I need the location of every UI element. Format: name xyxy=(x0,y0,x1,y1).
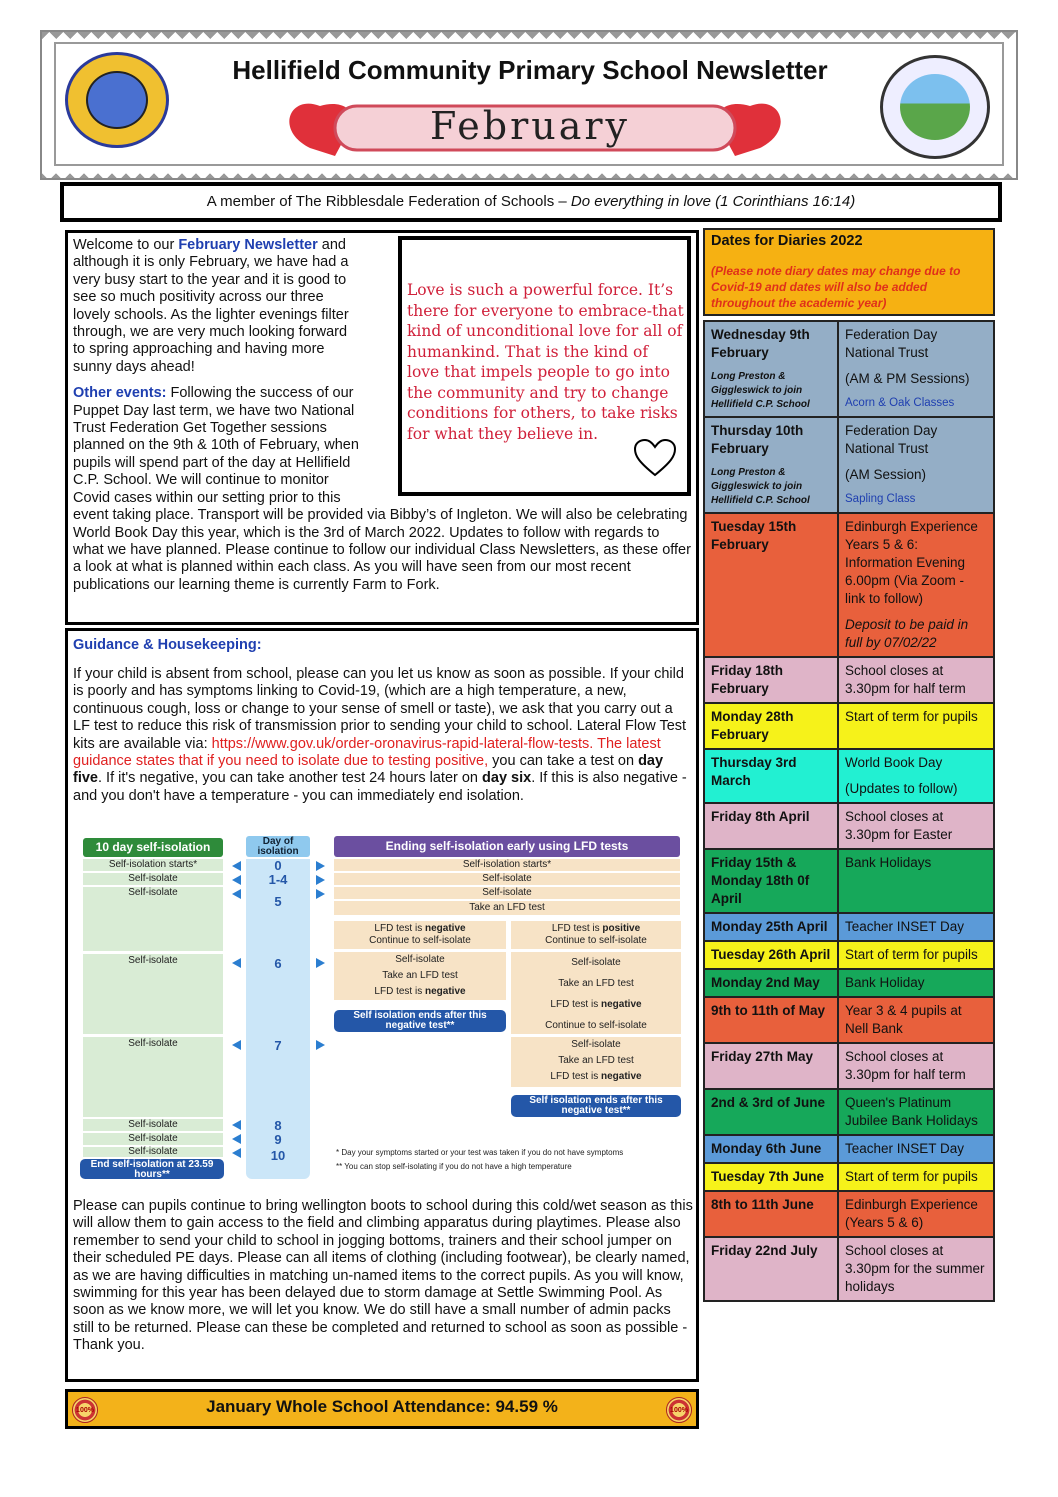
left-row: Self-isolate xyxy=(83,1037,223,1117)
guidance-heading: Guidance & Housekeeping: xyxy=(73,637,262,653)
dates-row xyxy=(704,803,994,849)
diagram-note: * Day your symptoms started or your test was taken if you do not have symptoms xyxy=(336,1148,624,1157)
event-cell: School closes at 3.30pm for Easter xyxy=(838,803,994,849)
event-cell: Start of term for pupils xyxy=(838,941,994,969)
dates-row xyxy=(704,1191,994,1237)
guidance-paragraph-covid: If your child is absent from school, please can you let us know as soon as possible. If your child is poorly and has symptoms linking to Covid-19, (which are a high temperature, a new, continuous cough, loss or change to your sense of smell or taste), we ask that you carry out a LF test to reduce this risk of transmission prior to sending your child to school. Lateral Flow Test kits are available via: https://www.gov.uk/order-oronavirus-rapid-lateral-flow-tests. The latest guidance states that if you need to isolate due to testing positive, you can take a test on day five. If it's negative, you can take another test 24 hours later on day six. If this is also negative - and you don't have a temperature - you can immediately end isolation. xyxy=(73,666,687,804)
date-cell: 2nd & 3rd of June xyxy=(704,1089,838,1135)
event-cell: World Book Day (Updates to follow) xyxy=(838,749,994,803)
lfd-row: Self-isolate xyxy=(334,873,680,885)
dates-table xyxy=(703,320,995,1302)
dates-row xyxy=(704,1237,994,1301)
event-cell: School closes at 3.30pm for half term xyxy=(838,657,994,703)
arrow-left-icon xyxy=(232,1040,241,1050)
dates-row xyxy=(704,913,994,941)
school-logo xyxy=(65,52,169,148)
event-cell: School closes at 3.30pm for the summer holidays xyxy=(838,1237,994,1301)
zigzag-border-bottom xyxy=(42,166,1016,178)
date-cell: Monday 6th June xyxy=(704,1135,838,1163)
event-cell: Start of term for pupils xyxy=(838,703,994,749)
dates-row xyxy=(704,997,994,1043)
day-number: 8 xyxy=(274,1118,282,1133)
event-cell: Queen's Platinum Jubilee Bank Holidays xyxy=(838,1089,994,1135)
event-cell: Federation Day National Trust (AM Session) Sapling Class xyxy=(838,417,994,513)
arrow-right-icon xyxy=(316,861,325,871)
diagram-note: ** You can stop self-isolating if you do not have a high temperature xyxy=(336,1162,572,1171)
dates-row xyxy=(704,417,994,513)
event-cell: Federation Day National Trust (AM & PM Sessions) Acorn & Oak Classes xyxy=(838,321,994,417)
positive-branch: Self-isolate Take an LFD test LFD test is negative Continue to self-isolate xyxy=(511,952,681,1034)
dates-row xyxy=(704,513,994,657)
day-number: 7 xyxy=(274,1038,282,1053)
lfd-header: Ending self-isolation early using LFD tests xyxy=(334,836,680,857)
left-row: Self-isolate xyxy=(83,1147,223,1157)
motto: Do everything in love (1 Corinthians 16:14) xyxy=(570,193,856,210)
dates-row xyxy=(704,749,994,803)
date-cell: Friday 8th April xyxy=(704,803,838,849)
date-cell: Friday 22nd July xyxy=(704,1237,838,1301)
badge-100-icon: 100% xyxy=(72,1397,98,1423)
date-cell: 8th to 11th June xyxy=(704,1191,838,1237)
event-cell: Teacher INSET Day xyxy=(838,1135,994,1163)
date-cell: 9th to 11th of May xyxy=(704,997,838,1043)
dates-row xyxy=(704,703,994,749)
negative-result-box: LFD test is negative Continue to self-isolate xyxy=(334,921,506,949)
dates-row xyxy=(704,1135,994,1163)
lfd-row: Self-isolation starts* xyxy=(334,859,680,871)
arrow-left-icon xyxy=(232,889,241,899)
arrow-right-icon xyxy=(316,958,325,968)
negative-branch: Self-isolate Take an LFD test LFD test is negative xyxy=(334,952,506,1000)
left-row: Self-isolate xyxy=(83,1119,223,1131)
federation-member-banner xyxy=(60,182,1002,222)
left-row: Self-isolate xyxy=(83,873,223,885)
left-row: Self-isolate xyxy=(83,954,223,1034)
events-paragraph: Other events: Following the success of our Puppet Day last term, we have two National Trust Federation Get Together sessions planned on the 9th & 10th of February, when pupils will spend part of the day at Hellifield C.P. School. We will continue to monitor Covid cases within our setting prior to this event taking place. Transport will be provided via Bibby’s of Ingleton. We will also be celebrating World Book Day this year, which is the 3rd of March 2022. Updates to follow with regards to what we have planned. Please continue to follow our individual Class Newsletters, as these offer a look at what is planned within each class. As you will have seen from our most recent publications our learning theme is currently Farm to Fork. xyxy=(73,385,691,593)
arrow-right-icon xyxy=(316,889,325,899)
arrow-left-icon xyxy=(232,1134,241,1144)
day-number: 9 xyxy=(274,1132,282,1147)
left-row: Self-isolation starts* xyxy=(83,859,223,871)
lfd-row: Take an LFD test xyxy=(334,901,680,915)
dates-title: Dates for Diaries 2022 xyxy=(711,233,863,249)
date-cell: Monday 28th February xyxy=(704,703,838,749)
day-number: 1-4 xyxy=(268,872,288,887)
date-cell: Friday 15th & Monday 18th 0f April xyxy=(704,849,838,913)
event-cell: Start of term for pupils xyxy=(838,1163,994,1191)
day-number: 0 xyxy=(274,858,282,873)
dates-row xyxy=(704,941,994,969)
heart-icon xyxy=(633,438,677,478)
dates-row xyxy=(704,1043,994,1089)
dates-row xyxy=(704,849,994,913)
arrow-left-icon xyxy=(232,875,241,885)
love-quote: Love is such a powerful force. It’s there for everyone to embrace-that kind of unconditional love for all of humankind. That is the kind of love that impels people to go into the community and try to change conditions for others, to take risks for what they believe in. xyxy=(407,281,684,443)
lfd-row: Self-isolate xyxy=(334,887,680,899)
date-cell: Thursday 3rd March xyxy=(704,749,838,803)
arrow-left-icon xyxy=(232,958,241,968)
welcome-paragraph: Welcome to our February Newsletter and although it is only February, we have had a very busy start to the year and it is good to see so much positivity across our three lovely schools. As the lighter evenings filter through, we are very much looking forward to spring approaching and having more sunny days ahead! xyxy=(73,237,349,375)
dates-row xyxy=(704,969,994,997)
date-cell: Tuesday 15th February xyxy=(704,513,838,657)
newsletter-title: Hellifield Community Primary School Newsletter xyxy=(232,55,828,85)
date-cell: Tuesday 7th June xyxy=(704,1163,838,1191)
badge-100-icon: 100% xyxy=(666,1397,692,1423)
event-cell: Bank Holiday xyxy=(838,969,994,997)
arrow-left-icon xyxy=(232,1120,241,1130)
event-cell: Year 3 & 4 pupils at Nell Bank xyxy=(838,997,994,1043)
event-cell: Teacher INSET Day xyxy=(838,913,994,941)
day-of-isolation-header: Day of isolation xyxy=(246,836,310,857)
left-row: Self-isolate xyxy=(83,1133,223,1145)
end-isolation-pill: End self-isolation at 23.59 hours** xyxy=(80,1159,224,1179)
dates-row xyxy=(704,1089,994,1135)
date-cell: Monday 2nd May xyxy=(704,969,838,997)
isolation-ends-pill: Self isolation ends after this negative test** xyxy=(334,1010,506,1032)
day-number: 6 xyxy=(274,956,282,971)
member-line: A member of The Ribblesdale Federation of Schools – xyxy=(206,193,571,210)
positive-result-box: LFD test is positive Continue to self-isolate xyxy=(511,921,681,949)
date-cell: Friday 27th May xyxy=(704,1043,838,1089)
arrow-right-icon xyxy=(316,875,325,885)
guidance-paragraph-housekeeping: Please can pupils continue to bring wellington boots to school during this cold/wet season as this will allow them to gain access to the field and climbing apparatus during playtimes. Please also remember to send your child to school in jogging bottoms, trainers and their school jumper on their scheduled PE days. Please can all items of clothing (including footwear), be clearly named, as we are having difficulties in matching un-named items to the correct pupils. As you will know, swimming for this year has been delayed due to storm damage at Settle Swimming Pool. As soon as we know more, we will let you know. We do still have a small number of admin packs still to be returned. Please can these be completed and returned to school as soon as possible -Thank you. xyxy=(73,1198,693,1354)
arrow-right-icon xyxy=(316,1040,325,1050)
dates-row xyxy=(704,1163,994,1191)
federation-logo xyxy=(880,55,990,159)
arrow-left-icon xyxy=(232,861,241,871)
positive-branch-second: Self-isolate Take an LFD test LFD test is negative xyxy=(511,1037,681,1087)
dates-row xyxy=(704,321,994,417)
arrow-left-icon xyxy=(232,1148,241,1158)
day-number: 10 xyxy=(270,1148,286,1163)
date-cell: Friday 18th February xyxy=(704,657,838,703)
left-row: Self-isolate xyxy=(83,887,223,951)
attendance-text: January Whole School Attendance: 94.59 % xyxy=(206,1397,558,1416)
event-cell: Edinburgh Experience Years 5 & 6: Information Evening 6.00pm (Via Zoom - link to follow) Deposit to be paid in full by 07/02/22 xyxy=(838,513,994,657)
date-cell: Monday 25th April xyxy=(704,913,838,941)
day-number: 5 xyxy=(274,894,282,909)
event-cell: Bank Holidays xyxy=(838,849,994,913)
isolation-ends-pill: Self isolation ends after this negative test** xyxy=(511,1095,681,1117)
ten-day-header: 10 day self-isolation xyxy=(83,838,223,857)
event-cell: School closes at 3.30pm for half term xyxy=(838,1043,994,1089)
dates-note: (Please note diary dates may change due to Covid-19 and dates will also be added throughout the academic year) xyxy=(711,264,961,310)
date-cell: Wednesday 9th February Long Preston & Giggleswick to join Hellifield C.P. School xyxy=(704,321,838,417)
lft-order-link[interactable]: https://www.gov.uk/order-oronavirus-rapid-lateral-flow-tests. The latest guidance states that if you need to isolate due to testing positive, xyxy=(73,735,661,770)
date-cell: Thursday 10th February Long Preston & Giggleswick to join Hellifield C.P. School xyxy=(704,417,838,513)
date-cell: Tuesday 26th April xyxy=(704,941,838,969)
event-cell: Edinburgh Experience (Years 5 & 6) xyxy=(838,1191,994,1237)
dates-row xyxy=(704,657,994,703)
month-banner-text: February xyxy=(429,104,631,148)
